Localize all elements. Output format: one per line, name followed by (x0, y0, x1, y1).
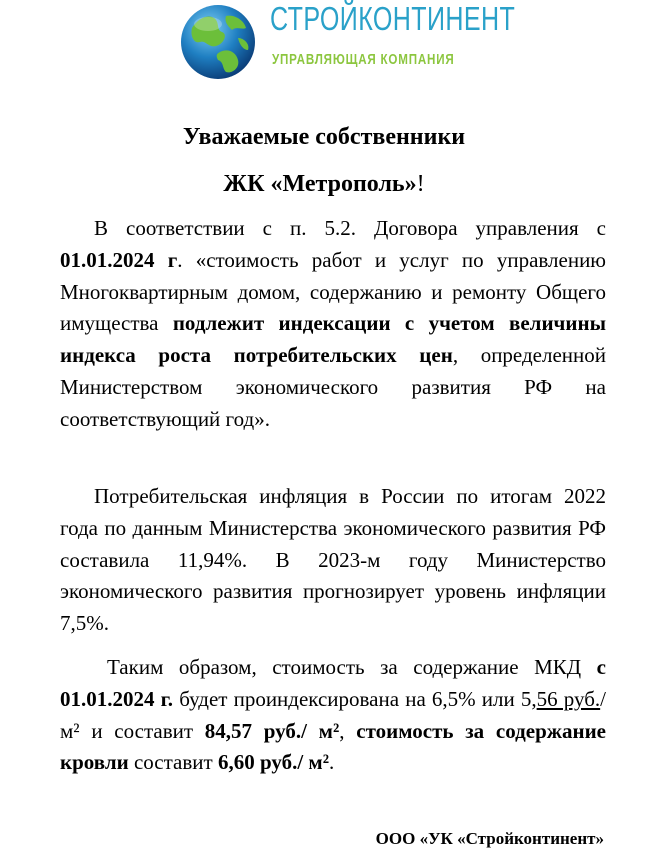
maintenance-cost-bold: 84,57 руб./ м² (204, 718, 340, 743)
text-span: /м² и составит (60, 686, 606, 743)
date-bold: с 01.01.2024 г. (60, 655, 606, 711)
signature: ООО «УК «Стройконтинент» (375, 829, 604, 848)
increase-underlined: 56 руб. (536, 686, 601, 711)
indexation-bold: подлежит индексации с учетом величины индекса роста потребительских цен (60, 311, 606, 368)
text-span: В соответствии с п. 5.2. Договора управления с (94, 216, 606, 240)
paragraph-contract (60, 213, 606, 436)
heading-line-1: Уважаемые собственники (182, 124, 466, 150)
roof-cost-bold: 6,60 руб./ м² (217, 750, 330, 775)
heading-exclamation: ! (416, 171, 425, 197)
inflation-text: Потребительская инфляция в России по итогам 2022 года по данным Министерства экономического развития РФ составила 11,94%. В 2023-м году Министерство экономического развития прогнозирует уровень инфляции 7,5%. (60, 484, 606, 636)
globe-icon (178, 2, 258, 82)
text-span: . (329, 750, 335, 775)
paragraph-inflation (60, 481, 606, 640)
heading-line-2-text: ЖК «Метрополь» (223, 171, 417, 197)
heading-line-2 (0, 171, 648, 198)
text-span: , определенной Министерством экономического развития РФ на соответствующий год». (60, 343, 606, 431)
text-span: будет проиндексирована на 6,5% или 5, (173, 686, 537, 711)
text-span: , (339, 718, 357, 743)
company-logo (178, 0, 516, 84)
logo-subtitle: УПРАВЛЯЮЩАЯ КОМПАНИЯ (272, 52, 455, 68)
paragraph-cost (60, 652, 606, 779)
text-span: составит (128, 750, 218, 775)
date-bold: 01.01.2024 г (60, 247, 178, 272)
roof-label-bold: стоимость за содержание кровли (60, 718, 606, 775)
logo-name: СТРОЙКОНТИНЕНТ (270, 0, 516, 37)
text-span: . «стоимость работ и услуг по управлению Многоквартирным домом, содержанию и ремонту Общего имущества (60, 247, 606, 336)
text-span: Таким образом, стоимость за содержание МКД (107, 655, 597, 679)
